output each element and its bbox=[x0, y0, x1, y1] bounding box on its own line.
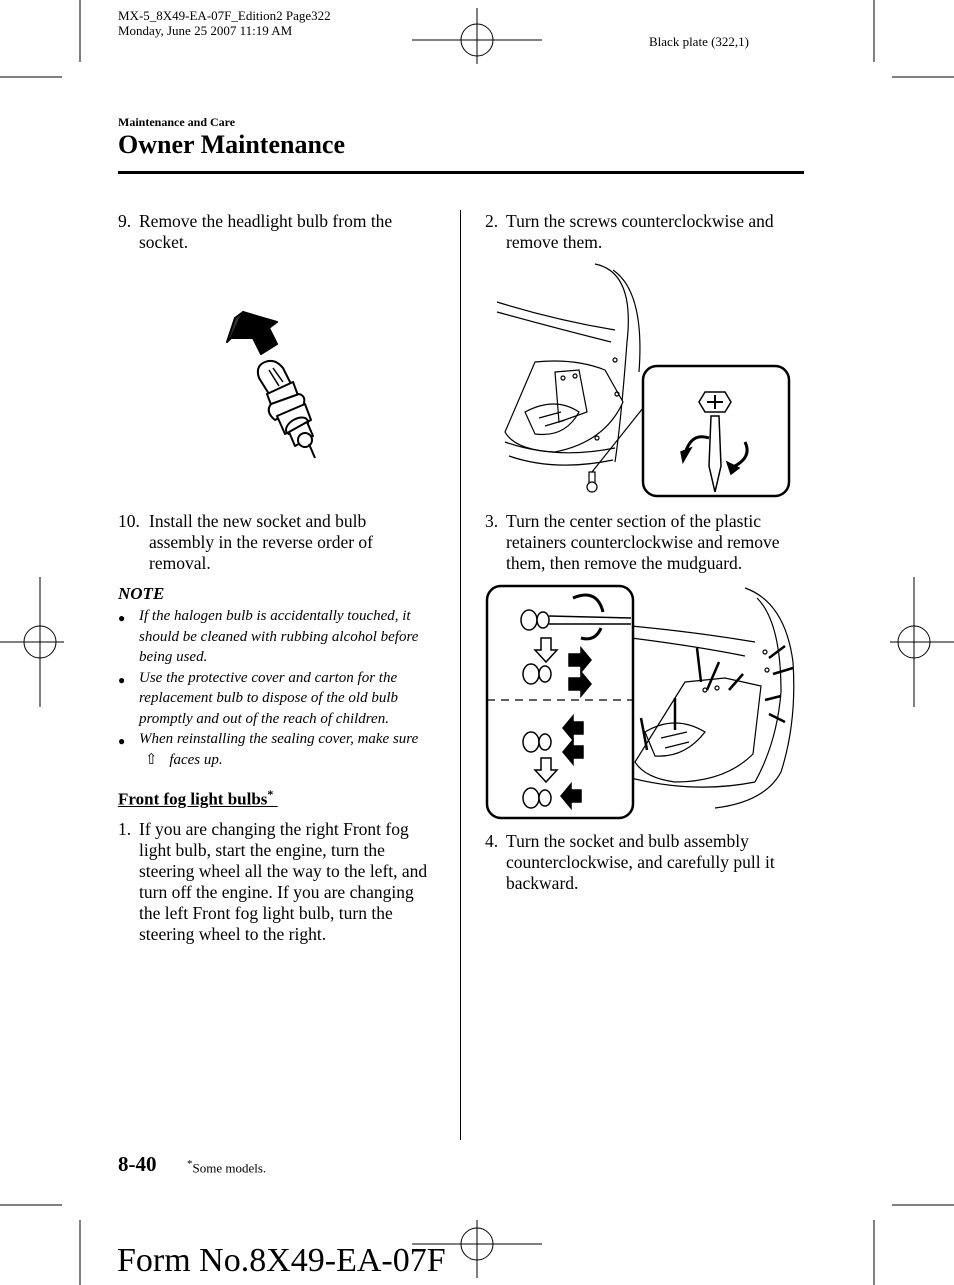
footnote-star: * bbox=[187, 1158, 193, 1170]
note-text-before: When reinstalling the sealing cover, make sure bbox=[139, 731, 419, 747]
step-text: Turn the screws counterclockwise and remove them. bbox=[506, 211, 774, 252]
fog-step-1 bbox=[118, 819, 438, 945]
headlight-bulb-illustration bbox=[225, 308, 335, 463]
file-info-line2: Monday, June 25 2007 11:19 AM bbox=[118, 23, 293, 38]
note-text: If the halogen bulb is accidentally touched, it should be cleaned with rubbing alcohol before being used. bbox=[139, 608, 419, 665]
step-number: 4. bbox=[485, 831, 499, 851]
form-number: Form No.8X49-EA-07F bbox=[117, 1242, 446, 1279]
file-info bbox=[118, 8, 331, 38]
step-text: If you are changing the right Front fog light bulb, start the engine, turn the steering wheel all the way to the left, and turn off the engine. If you are changing the left Front fog light bulb, turn the steering wheel to the right. bbox=[139, 819, 428, 944]
file-info-line1: MX-5_8X49-EA-07F_Edition2 Page322 bbox=[118, 8, 331, 23]
step-text: Install the new socket and bulb assembly in the reverse order of removal. bbox=[149, 511, 374, 573]
page-title: Owner Maintenance bbox=[118, 130, 345, 159]
footnote-star: * bbox=[267, 787, 274, 801]
note-text: Use the protective cover and carton for the replacement bulb to dispose of the old bulb promptly and out of the reach of children. bbox=[139, 669, 398, 727]
footnote-text: Some models. bbox=[192, 1160, 267, 1176]
bullet-icon: ● bbox=[118, 611, 126, 625]
step-3 bbox=[485, 511, 805, 574]
section-label: Maintenance and Care bbox=[118, 115, 236, 129]
footnote bbox=[187, 1158, 266, 1176]
step-number: 1. bbox=[118, 819, 132, 839]
note-text-after: faces up. bbox=[169, 751, 223, 768]
note-heading: NOTE bbox=[118, 584, 165, 603]
plate-label: Black plate (322,1) bbox=[649, 34, 749, 49]
step-text: Remove the headlight bulb from the socket. bbox=[139, 211, 393, 252]
title-rule bbox=[118, 171, 804, 174]
step-9 bbox=[118, 211, 428, 253]
step-number: 10. bbox=[118, 511, 140, 531]
note-item bbox=[118, 606, 438, 668]
bullet-icon: ● bbox=[118, 734, 126, 748]
column-divider bbox=[460, 210, 461, 1140]
step-4 bbox=[485, 831, 805, 894]
up-arrow-icon: ⇧ bbox=[145, 751, 158, 768]
screw-removal-illustration bbox=[495, 262, 795, 500]
step-number: 2. bbox=[485, 211, 499, 231]
bullet-icon: ● bbox=[118, 672, 126, 687]
retainer-removal-illustration bbox=[485, 582, 803, 822]
step-number: 9. bbox=[118, 211, 132, 231]
page-number: 8-40 bbox=[118, 1152, 157, 1176]
step-text: Turn the socket and bulb assembly counterclockwise, and carefully pull it backward. bbox=[506, 831, 775, 893]
note-item bbox=[118, 668, 438, 730]
step-10 bbox=[118, 511, 428, 574]
step-2 bbox=[485, 211, 805, 253]
step-number: 3. bbox=[485, 511, 499, 531]
note-text bbox=[139, 729, 438, 770]
fog-light-heading bbox=[118, 787, 278, 810]
note-item bbox=[118, 729, 438, 770]
note-list bbox=[118, 606, 438, 770]
step-text: Turn the center section of the plastic retainers counterclockwise and remove them, then remove the mudguard. bbox=[506, 511, 780, 573]
fog-light-heading-text: Front fog light bulbs bbox=[118, 789, 268, 809]
